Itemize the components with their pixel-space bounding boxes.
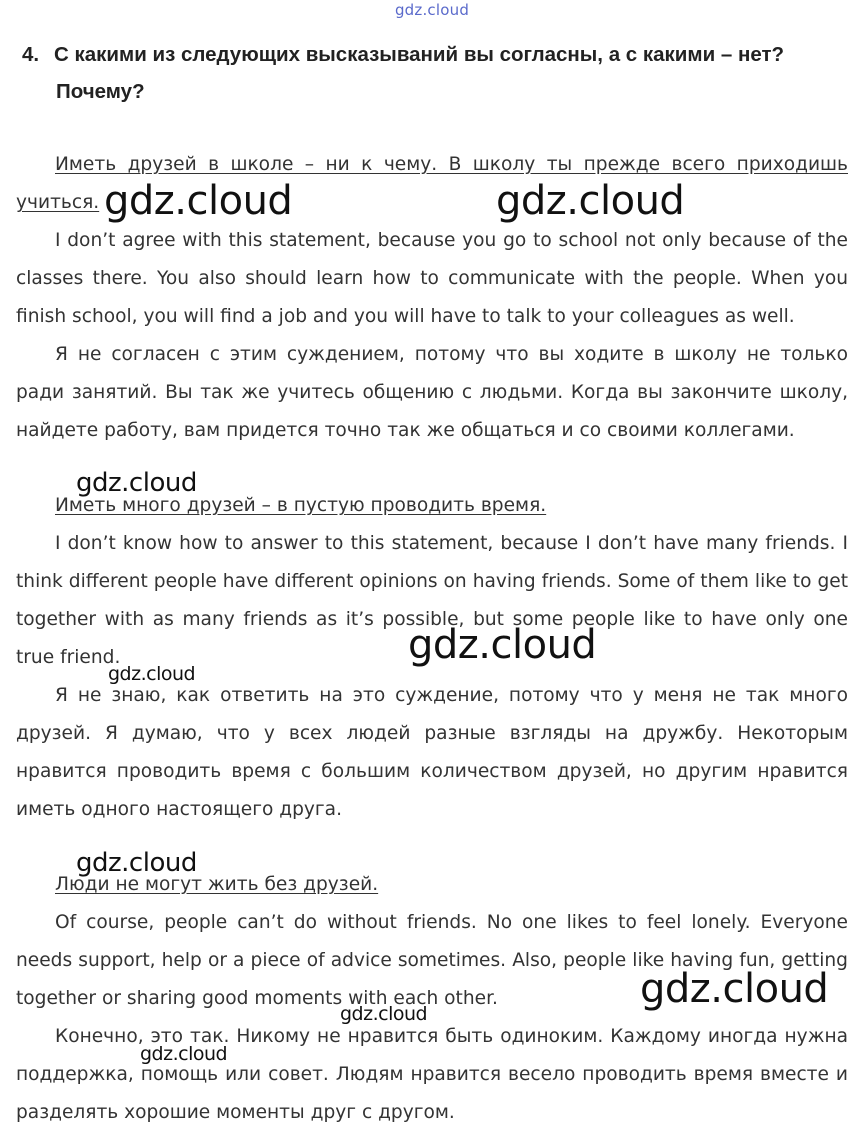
answer-ru-2: Я не знаю, как ответить на это суждение, потому что у меня не так много друзей. Я думаю, что у всех людей разные взгляды на дружбу. Некоторым нравится проводить время с большим количеством друзей, но другим нравится иметь одного настоящего друга. [16,685,848,820]
statement-2: Иметь много друзей – в пустую проводить время. [55,495,547,516]
task-question-line2: Почему? [56,80,145,103]
watermark: gdz.cloud [640,966,829,1012]
answer-en-1: I don’t agree with this statement, because you go to school not only because of the classes there. You also should learn how to communicate with the people. When you finish school, you will find a job and you will have to talk to your colleagues as well. [16,230,848,327]
task-question [22,36,848,110]
watermark: gdz.cloud [408,622,597,668]
answer-ru-3: Конечно, это так. Никому не нравится быть одиноким. Каждому иногда нужна поддержка, помощь или совет. Людям нравится весело проводить время вместе и разделять хорошие моменты друг с другом. [16,1026,848,1123]
answer-ru-1: Я не согласен с этим суждением, потому что вы ходите в школу не только ради занятий. Вы так же учитесь общению с людьми. Когда вы закончите школу, найдете работу, вам придется точно так же общаться и со своими коллегами. [16,344,848,441]
watermark: gdz.cloud [76,468,197,498]
watermark: gdz.cloud [104,178,293,224]
statement-1: Иметь друзей в школе – ни к чему. В школу ты прежде всего приходишь учиться. [16,154,848,213]
watermark: gdz.cloud [108,663,196,685]
task-question-line1 [22,36,848,73]
watermark: gdz.cloud [76,848,197,878]
watermark: gdz.cloud [340,1003,428,1025]
statement-3: Люди не могут жить без друзей. [55,874,379,895]
site-watermark-top: gdz.cloud [394,1,470,19]
watermark: gdz.cloud [496,178,685,224]
task-number: 4. [22,43,40,66]
watermark: gdz.cloud [140,1043,228,1065]
task-question-text: С какими из следующих высказываний вы согласны, а с какими – нет? [54,43,785,66]
answer-en-2: I don’t know how to answer to this statement, because I don’t have many friends. I think different people have different opinions on having friends. Some of them like to get together with as many friends as it’s possible, but some people like to have only one true friend. [16,533,848,668]
answer-en-3: Of course, people can’t do without friends. No one likes to feel lonely. Everyone needs support, help or a piece of advice sometimes. Also, people like having fun, getting together or sharing good moments with each other. [16,912,848,1009]
